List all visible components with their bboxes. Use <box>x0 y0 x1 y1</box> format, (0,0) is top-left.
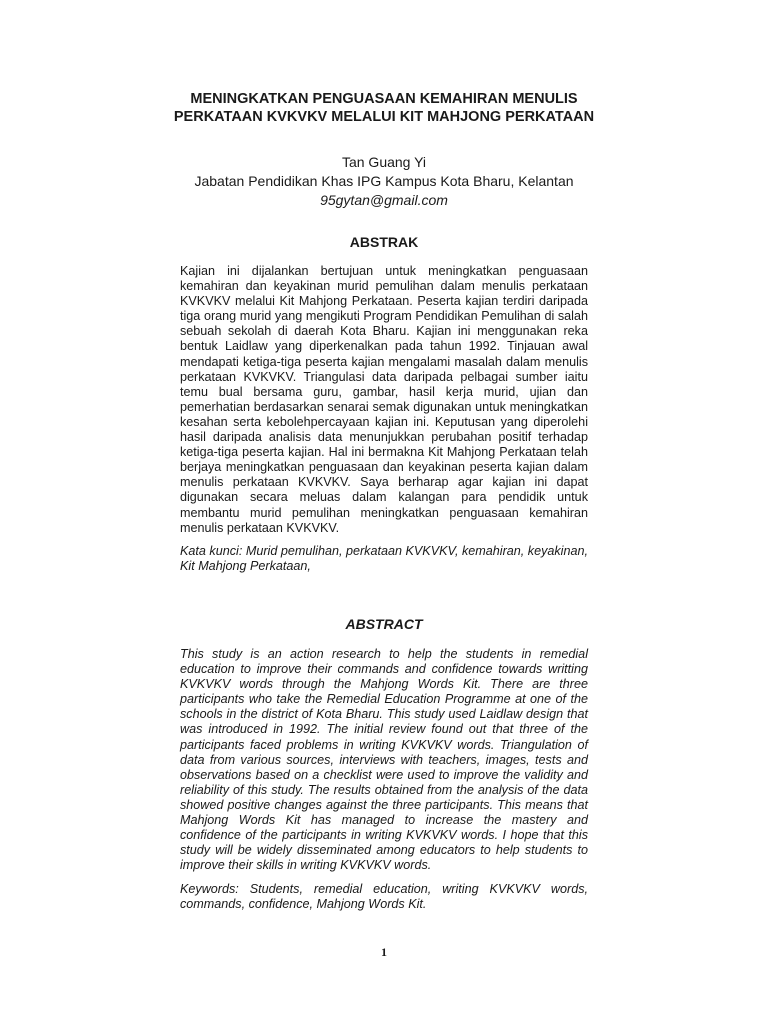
author-name: Tan Guang Yi <box>341 154 427 170</box>
paper-title-line-2: PERKATAAN KVKVKV MELALUI KIT MAHJONG PERKATAAN <box>173 109 595 125</box>
abstrak-body: Kajian ini dijalankan bertujuan untuk meningkatkan penguasaan kemahiran dan keyakinan murid pemulihan dalam menulis perkataan KVKVKV melalui Kit Mahjong Perkataan. Peserta kajian terdiri daripada tiga orang murid yang mengikuti Program Pendidikan Pemulihan di salah sebuah sekolah di daerah Kota Bharu. Kajian ini menggunakan reka bentuk Laidlaw yang diperkenalkan pada tahun 1992. Tinjauan awal mendapati ketiga-tiga peserta kajian mengalami masalah dalam menulis perkataan KVKVKV. Triangulasi data daripada pelbagai sumber iaitu temu bual bersama guru, gambar, hasil kerja murid, ujian dan pemerhatian berdasarkan senarai semak digunakan untuk meningkatkan kesahan serta kebolehpercayaan kajian ini. Keputusan yang diperolehi hasil daripada analisis data menunjukkan perubahan positif terhadap ketiga-tiga peserta kajian. Hal ini bermakna Kit Mahjong Perkataan telah berjaya meningkatkan penguasaan dan keyakinan peserta kajian dalam menulis perkataan KVKVKV. Saya berharap agar kajian ini dapat digunakan secara meluas dalam kalangan para pendidik untuk membantu murid pemulihan meningkatkan penguasaan kemahiran menulis perkataan KVKVKV. <box>180 264 588 535</box>
author-affiliation: Jabatan Pendidikan Khas IPG Kampus Kota Bharu, Kelantan <box>194 173 574 189</box>
abstract-heading: ABSTRACT <box>345 616 423 632</box>
author-email: 95gytan@gmail.com <box>320 192 448 208</box>
keywords: Keywords: Students, remedial education, writing KVKVKV words, commands, confidence, Mahjong Words Kit. <box>180 882 588 912</box>
abstract-body: This study is an action research to help the students in remedial education to improve their commands and confidence towards writting KVKVKV words through the Mahjong Words Kit. There are three participants who take the Remedial Education Programme at one of the schools in the district of Kota Bharu. This study used Laidlaw design that was introduced in 1992. The initial review found out that three of the participants faced problems in writing KVKVKV words. Triangulation of data from various sources, interviews with teachers, images, tests and observations based on a checklist were used to improve the validity and reliability of this study. The results obtained from the analysis of the data showed positive changes against the three participants. This means that Mahjong Words Kit has managed to increase the mastery and confidence of the participants in writing KVKVKV words. I hope that this study will be widely disseminated among educators to help students to improve their skills in writing KVKVKV words. <box>180 647 588 873</box>
paper-title-line-1: MENINGKATKAN PENGUASAAN KEMAHIRAN MENULIS <box>190 91 578 107</box>
paper-title <box>0 90 768 126</box>
abstrak-heading: ABSTRAK <box>349 234 419 250</box>
page-number: 1 <box>381 945 387 959</box>
author-block <box>0 153 768 210</box>
kata-kunci: Kata kunci: Murid pemulihan, perkataan KVKVKV, kemahiran, keyakinan, Kit Mahjong Perkataan, <box>180 544 588 574</box>
